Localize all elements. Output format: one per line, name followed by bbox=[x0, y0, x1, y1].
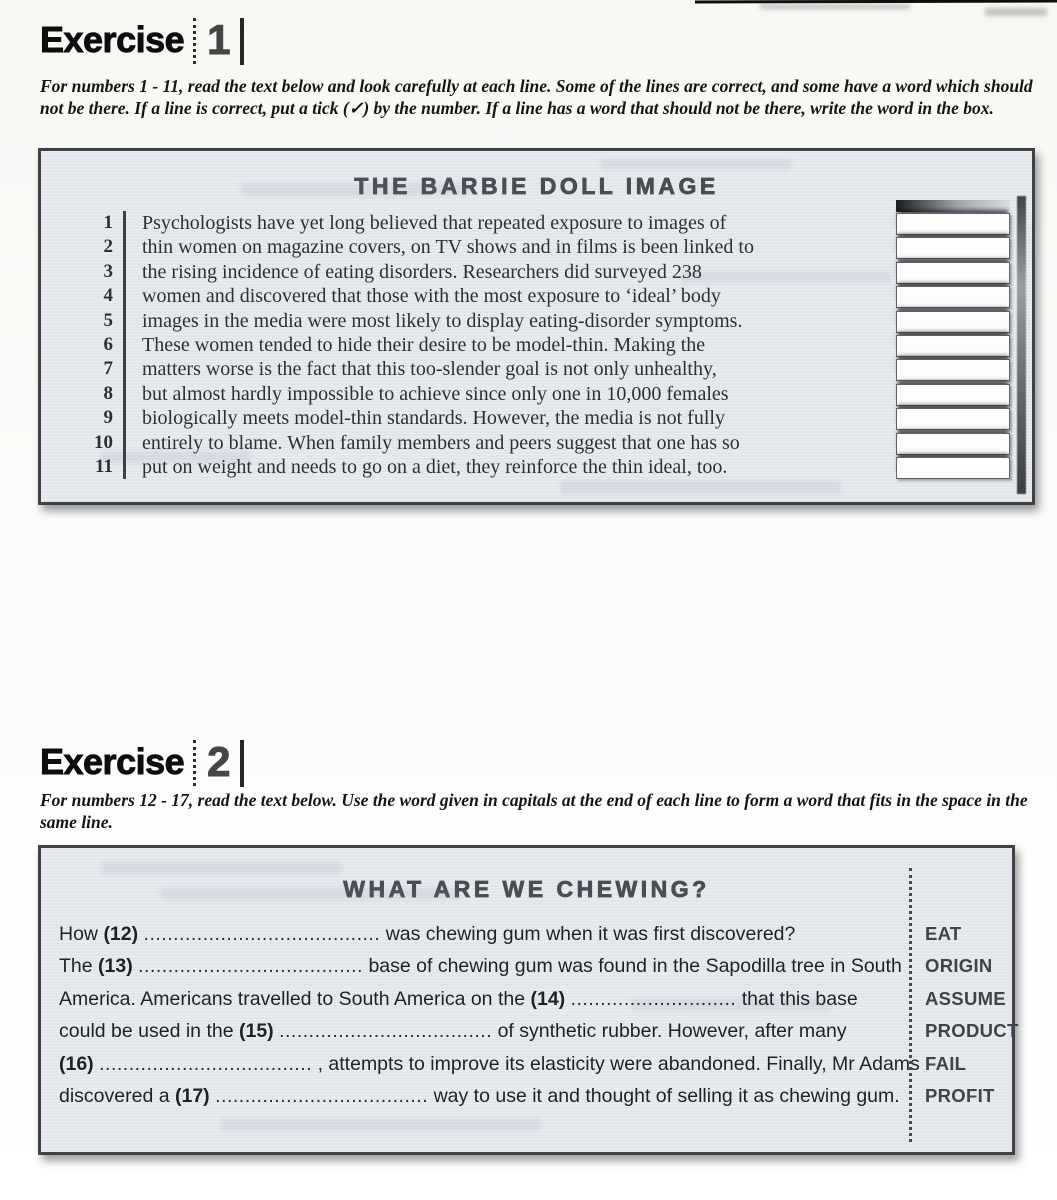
capital-word-fail: FAIL bbox=[925, 1052, 967, 1074]
text-line: images in the media were most likely to display eating-disorder symptoms. bbox=[142, 309, 743, 332]
exercise2-label: Exercise bbox=[40, 741, 185, 782]
bar-separator bbox=[240, 18, 244, 65]
exercise2-panel bbox=[38, 845, 1019, 1155]
print-bleed-artifact bbox=[601, 159, 791, 170]
exercise2-text-block bbox=[59, 918, 920, 1112]
capital-word-product: PRODUCT bbox=[925, 1020, 1019, 1042]
line-number: 3 bbox=[103, 260, 113, 282]
exercise2-header bbox=[40, 740, 244, 787]
scan-edge-line bbox=[695, 0, 1057, 3]
text-line-column bbox=[123, 211, 754, 479]
line-number: 9 bbox=[103, 407, 113, 429]
cloze-line-16 bbox=[59, 1048, 920, 1080]
text-line: biologically meets model-thin standards. However, the media is not fully bbox=[142, 407, 725, 430]
capital-word-list bbox=[925, 918, 1019, 1112]
answer-box-5[interactable] bbox=[896, 311, 1010, 333]
text-line: women and discovered that those with the most exposure to ‘ideal’ body bbox=[142, 285, 721, 308]
text-line: These women tended to hide their desire to be model-thin. Making the bbox=[142, 334, 706, 357]
answer-box-2[interactable] bbox=[896, 237, 1010, 259]
answer-box-6[interactable] bbox=[896, 335, 1010, 357]
capital-word-assume: ASSUME bbox=[925, 987, 1006, 1009]
answer-blank-12[interactable]: ........................................ bbox=[143, 923, 381, 945]
scan-shadow-rail bbox=[1017, 196, 1026, 494]
answer-blank-17[interactable]: .................................... bbox=[215, 1085, 429, 1108]
answer-blank-16[interactable]: .................................... bbox=[99, 1052, 313, 1075]
cloze-pre: How bbox=[59, 923, 99, 945]
exercise1-label: Exercise bbox=[40, 19, 185, 60]
answer-blank-15[interactable]: .................................... bbox=[279, 1020, 493, 1043]
exercise1-instructions: For numbers 1 - 11, read the text below and look carefully at each line. Some of the lines are correct, and some have a word which should not be there. If a line is correct, put a tick (✓) by the number. If a line has a word that should not be there, write the word in the box. bbox=[40, 76, 1033, 118]
cloze-post: way to use it and thought of selling it as chewing gum. bbox=[433, 1085, 900, 1108]
cloze-number: (12) bbox=[103, 923, 139, 945]
capital-word-origin: ORIGIN bbox=[925, 955, 993, 977]
cloze-line-14 bbox=[59, 983, 920, 1015]
cloze-number: (17) bbox=[175, 1085, 210, 1108]
text-line: entirely to blame. When family members and peers suggest that one has so bbox=[142, 431, 740, 454]
print-bleed-artifact bbox=[101, 862, 341, 874]
line-number: 2 bbox=[103, 236, 113, 258]
cloze-post: base of chewing gum was found in the Sapodilla tree in South bbox=[368, 955, 902, 978]
cloze-post: , attempts to improve its elasticity were abandoned. Finally, Mr Adams bbox=[317, 1052, 920, 1075]
cloze-pre: America. Americans travelled to South America on the bbox=[59, 987, 526, 1010]
answer-box-4[interactable] bbox=[896, 286, 1010, 308]
dotted-separator bbox=[193, 740, 196, 786]
capital-word-eat: EAT bbox=[925, 923, 962, 944]
exercise1-number: 1 bbox=[207, 16, 231, 63]
answer-box-10[interactable] bbox=[896, 433, 1010, 455]
print-bleed-artifact bbox=[241, 183, 471, 196]
answer-box-8[interactable] bbox=[896, 384, 1010, 406]
answer-box-11[interactable] bbox=[896, 457, 1010, 479]
cloze-line-13 bbox=[59, 950, 920, 982]
line-number: 7 bbox=[103, 358, 113, 380]
cloze-number: (16) bbox=[59, 1052, 94, 1075]
exercise2-text-title: WHAT ARE WE CHEWING? bbox=[343, 876, 710, 902]
text-line: but almost hardly impossible to achieve since only one in 10,000 females bbox=[142, 382, 729, 405]
exercise1-text-title: THE BARBIE DOLL IMAGE bbox=[354, 173, 719, 199]
line-number: 1 bbox=[103, 212, 113, 233]
line-number: 11 bbox=[95, 456, 113, 478]
exercise1-panel bbox=[38, 148, 1035, 505]
line-number: 10 bbox=[94, 431, 113, 453]
exercise2-number: 2 bbox=[207, 738, 231, 785]
text-line: Psychologists have yet long believed that repeated exposure to images of bbox=[142, 212, 727, 234]
answer-blank-13[interactable]: ...................................... bbox=[138, 955, 364, 978]
dotted-separator bbox=[193, 18, 196, 64]
answer-box-9[interactable] bbox=[896, 408, 1010, 430]
cloze-pre: discovered a bbox=[59, 1085, 170, 1108]
text-line: matters worse is the fact that this too-slender goal is not only unhealthy, bbox=[142, 358, 717, 381]
cloze-pre: The bbox=[59, 955, 93, 978]
capital-word-column bbox=[909, 868, 1019, 1142]
answer-box-column bbox=[896, 213, 1010, 481]
answer-box-7[interactable] bbox=[896, 359, 1010, 381]
print-bleed-artifact bbox=[221, 1118, 541, 1130]
exercise2-instructions: For numbers 12 - 17, read the text below. Use the word given in capitals at the end of each line to form a word that fits in the space in the same line. bbox=[40, 790, 1028, 832]
exercise1-header bbox=[40, 18, 244, 65]
cloze-number: (14) bbox=[530, 987, 566, 1010]
cloze-line-15 bbox=[59, 1015, 920, 1047]
capital-word-profit: PROFIT bbox=[925, 1085, 995, 1107]
line-number-column bbox=[75, 211, 113, 479]
print-bleed-artifact bbox=[561, 481, 841, 494]
text-line: put on weight and needs to go on a diet, they reinforce the thin ideal, too. bbox=[142, 456, 728, 479]
answer-box-1[interactable] bbox=[896, 213, 1010, 235]
scan-smudge bbox=[985, 8, 1047, 16]
bar-separator bbox=[240, 740, 244, 787]
answer-blank-14[interactable]: ............................ bbox=[570, 987, 737, 1010]
text-line: the rising incidence of eating disorders. Researchers did surveyed 238 bbox=[142, 260, 702, 283]
line-number: 5 bbox=[103, 309, 113, 331]
cloze-line-12 bbox=[59, 918, 920, 950]
line-number: 8 bbox=[103, 382, 113, 404]
cloze-post: was chewing gum when it was first discovered? bbox=[385, 923, 796, 945]
line-number: 4 bbox=[103, 285, 113, 307]
cloze-line-17 bbox=[59, 1080, 920, 1112]
cloze-pre: could be used in the bbox=[59, 1020, 234, 1043]
cloze-number: (13) bbox=[98, 955, 133, 978]
answer-box-3[interactable] bbox=[896, 262, 1010, 284]
cloze-number: (15) bbox=[238, 1020, 274, 1043]
print-bleed-artifact bbox=[161, 888, 461, 900]
cloze-post: of synthetic rubber. However, after many bbox=[497, 1020, 847, 1043]
exercise1-text-block bbox=[75, 211, 754, 479]
line-number: 6 bbox=[103, 334, 113, 356]
cloze-post: that this base bbox=[741, 987, 858, 1010]
text-line: thin women on magazine covers, on TV shows and in films is been linked to bbox=[142, 236, 754, 259]
scan-smudge bbox=[760, 4, 910, 9]
